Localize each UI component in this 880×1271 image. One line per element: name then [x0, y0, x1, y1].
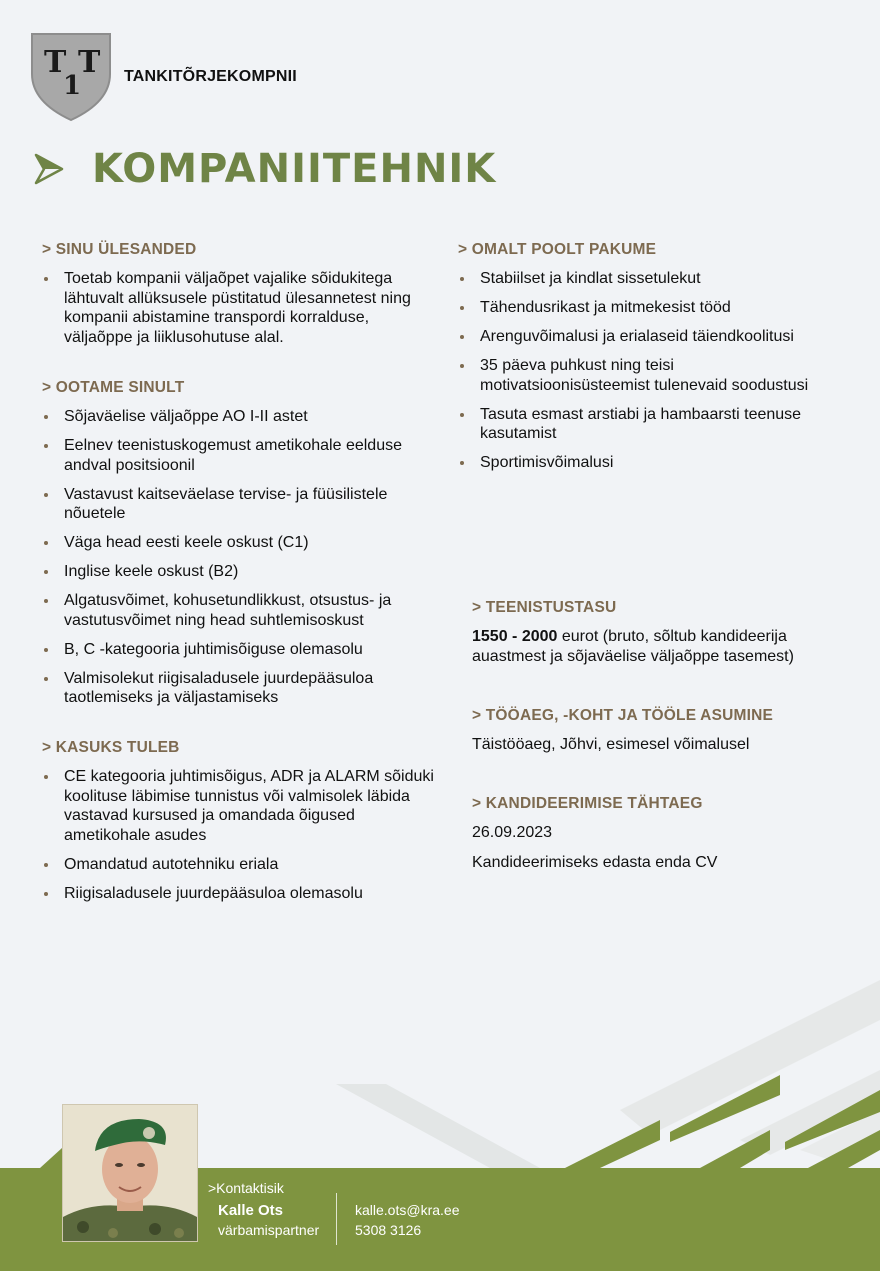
- deadline-note: Kandideerimiseks edasta enda CV: [472, 854, 718, 871]
- svg-text:1: 1: [63, 71, 82, 101]
- contact-label: >Kontaktisik: [208, 1180, 284, 1196]
- contact-email[interactable]: kalle.ots@kra.ee: [355, 1202, 460, 1218]
- worktime-text: Täistööaeg, Jõhvi, esimesel võimalusel: [472, 736, 750, 753]
- salary-heading: > TEENISTUSTASU: [472, 599, 617, 616]
- deadline-heading: > KANDIDEERIMISE TÄHTAEG: [472, 795, 703, 812]
- duties-list: [42, 269, 432, 357]
- page-title: KOMPANIITEHNIK: [92, 146, 497, 192]
- list-item: B, C -kategooria juhtimisõiguse olemasolu: [42, 640, 422, 660]
- list-item: Sõjaväelise väljaõppe AO I-II astet: [42, 407, 422, 427]
- list-item: Eelnev teenistuskogemust ametikohale eelduse andval positsioonil: [42, 436, 422, 475]
- company-name: TANKITÕRJEKOMPNII: [124, 68, 297, 85]
- list-item: Algatusvõimet, kohusetundlikkust, otsustus- ja vastutusvõimet ning head suhtlemisoskust: [42, 591, 422, 630]
- contact-name: Kalle Ots: [218, 1202, 284, 1219]
- expect-list: [42, 407, 422, 717]
- salary-detail: eurot (bruto, sõltub kandideerija auastmest ja sõjaväelise väljaõppe tasemest): [472, 628, 794, 665]
- bonus-list: [42, 767, 436, 913]
- salary-text: [472, 627, 842, 666]
- shield-icon: [30, 30, 112, 122]
- deadline-date: 26.09.2023: [472, 824, 553, 841]
- list-item: Valmisolekut riigisaladusele juurdepääsuloa taotlemiseks ja väljastamiseks: [42, 669, 422, 708]
- list-item: Väga head eesti keele oskust (C1): [42, 533, 422, 553]
- list-item: Arenguvõimalusi ja erialaseid täiendkoolitusi: [458, 327, 818, 347]
- list-item: Riigisaladusele juurdepääsuloa olemasolu: [42, 884, 436, 904]
- expect-heading: > OOTAME SINULT: [42, 379, 185, 396]
- title-row: [34, 146, 496, 192]
- contact-phone[interactable]: 5308 3126: [355, 1222, 422, 1238]
- list-item: Toetab kompanii väljaõpet vajalike sõidukitega lähtuvalt allüksusele püstitatud ülesannetest ning kompanii abistamine transpordi korralduse, väljaõppe ja liiklusohutuse alal.: [42, 269, 432, 347]
- list-item: Omandatud autotehniku eriala: [42, 855, 436, 875]
- salary-amount: 1550 - 2000: [472, 628, 558, 645]
- list-item: Tasuta esmast arstiabi ja hambaarsti teenuse kasutamist: [458, 405, 818, 444]
- company-logo: [30, 30, 112, 122]
- list-item: 35 päeva puhkust ning teisi motivatsioonisüsteemist tulenevaid soodustusi: [458, 356, 818, 395]
- list-item: Vastavust kaitseväelase tervise- ja füüsilistele nõuetele: [42, 485, 422, 524]
- arrowhead-icon: [34, 149, 64, 189]
- list-item: CE kategooria juhtimisõigus, ADR ja ALARM sõiduki koolituse läbimise tunnistus või valmisolek läbida vastavad kursused ja omandada õigused ametikohale asudes: [42, 767, 436, 845]
- bonus-heading: > KASUKS TULEB: [42, 739, 180, 756]
- list-item: Tähendusrikast ja mitmekesist tööd: [458, 298, 818, 318]
- duties-heading: > SINU ÜLESANDED: [42, 241, 197, 258]
- list-item: Sportimisvõimalusi: [458, 453, 818, 473]
- svg-text:T: T: [78, 45, 101, 80]
- offer-list: [458, 269, 818, 482]
- svg-text:T: T: [44, 45, 67, 80]
- footer-divider: [336, 1193, 337, 1245]
- list-item: Inglise keele oskust (B2): [42, 562, 422, 582]
- offer-heading: > OMALT POOLT PAKUME: [458, 241, 657, 258]
- list-item: Stabiilset ja kindlat sissetulekut: [458, 269, 818, 289]
- contact-photo: [62, 1104, 198, 1242]
- contact-role: värbamispartner: [218, 1222, 320, 1238]
- worktime-heading: > TÖÖAEG, -KOHT JA TÖÖLE ASUMINE: [472, 707, 774, 724]
